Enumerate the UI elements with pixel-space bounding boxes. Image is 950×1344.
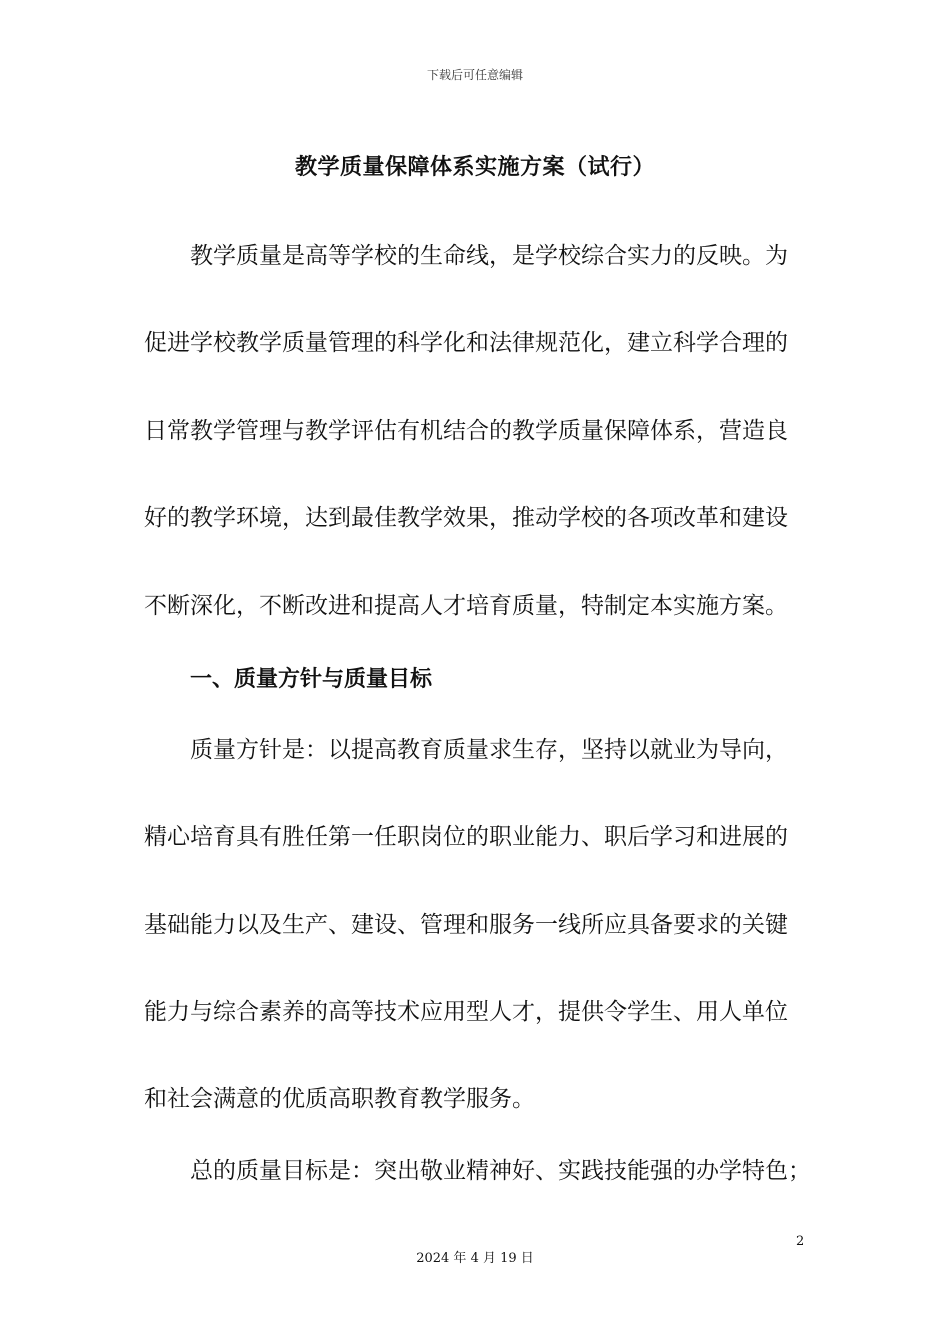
document-title: 教学质量保障体系实施方案（试行） <box>294 155 655 180</box>
paragraph-line: 和社会满意的优质高职教育教学服务。 <box>144 1086 535 1112</box>
paragraph-line: 基础能力以及生产、建设、管理和服务一线所应具备要求的关键 <box>144 912 788 938</box>
paragraph-line: 精心培育具有胜任第一任职岗位的职业能力、职后学习和进展的 <box>144 824 788 850</box>
paragraph-line: 促进学校教学质量管理的科学化和法律规范化，建立科学合理的 <box>144 330 788 356</box>
paragraph-line: 总的质量目标是：突出敬业精神好、实践技能强的办学特色； <box>190 1158 811 1184</box>
paragraph-line: 不断深化，不断改进和提高人才培育质量，特制定本实施方案。 <box>144 593 788 619</box>
section-heading: 一、质量方针与质量目标 <box>190 667 433 692</box>
paragraph-line: 能力与综合素养的高等技术应用型人才，提供令学生、用人单位 <box>144 999 788 1025</box>
paragraph-line: 教学质量是高等学校的生命线，是学校综合实力的反映。为 <box>190 243 788 269</box>
paragraph-line: 质量方针是：以提高教育质量求生存，坚持以就业为导向， <box>190 737 788 763</box>
header-note: 下载后可任意编辑 <box>426 68 523 82</box>
paragraph-line: 日常教学管理与教学评估有机结合的教学质量保障体系，营造良 <box>144 418 788 444</box>
page-number: 2 <box>796 1234 805 1249</box>
footer-date: 2024 年 4 月 19 日 <box>416 1251 534 1266</box>
paragraph-line: 好的教学环境，达到最佳教学效果，推动学校的各项改革和建设 <box>144 505 788 531</box>
